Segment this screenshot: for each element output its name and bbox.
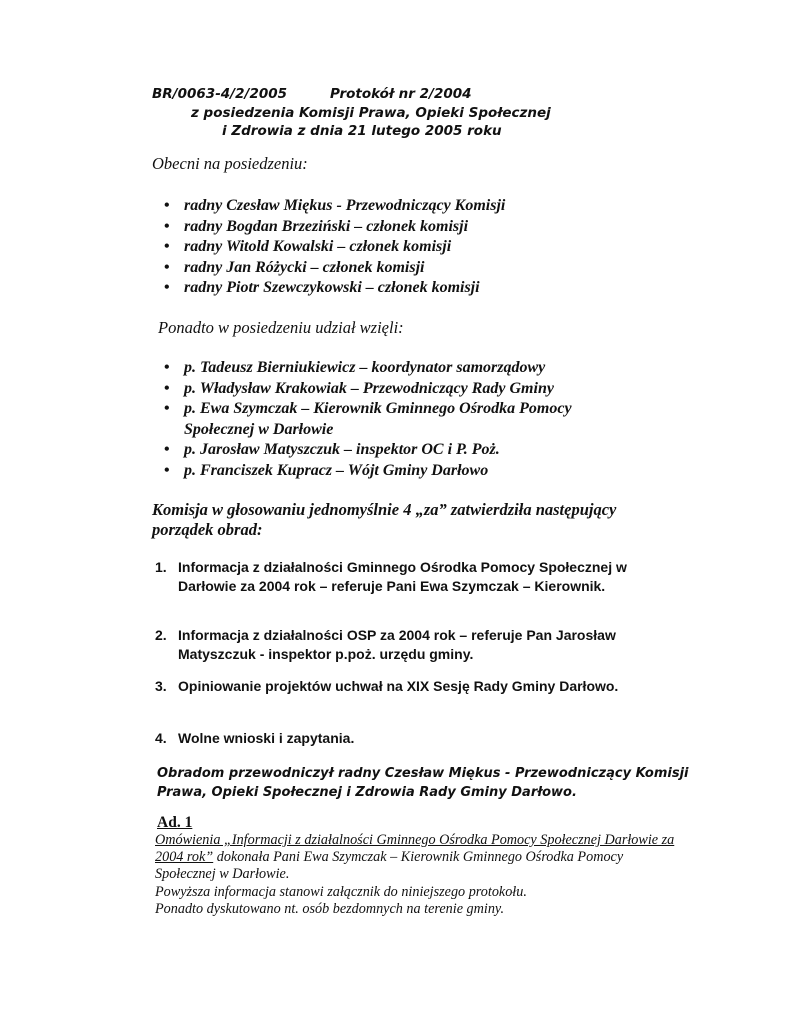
agenda-list [155,626,638,664]
agenda-item-number: 3. [155,678,167,694]
document-reference: BR/0063-4/2/2005 [152,86,288,102]
protocol-number: Protokół nr 2/2004 [330,86,472,102]
agenda-item-number: 1. [155,559,167,575]
list-item: • p. Tadeusz Bierniukiewicz – koordynator samorządowy [162,358,624,379]
agenda-list [155,558,673,596]
chair-statement: Obradom przewodniczył radny Czesław Miękus - Przewodniczący Komisji Prawa, Opieki Społecznej i Zdrowia Rady Gminy Darłowo. [157,766,689,800]
ad-1-text [155,832,685,918]
list-item: • radny Jan Różycki – członek komisji [162,258,505,279]
agenda-item [155,729,678,748]
header-line-2: z posiedzenia Komisji Prawa, Opieki Społecznej [191,105,551,121]
agenda-item-number: 4. [155,730,167,746]
agenda-item [155,626,638,664]
ad-1-heading: Ad. 1 [157,814,193,831]
ad-1-line-2: Powyższa informacja stanowi załącznik do niniejszego protokołu. [155,883,527,900]
agenda-item [155,677,648,696]
agenda-list [155,677,648,696]
ad-1-line-3: Ponadto dyskutowano nt. osób bezdomnych na terenie gminy. [155,900,504,917]
agenda-item-text: Opiniowanie projektów uchwał na XIX Sesję Rady Gminy Darłowo. [178,678,619,694]
agenda-item-text: Informacja z działalności OSP za 2004 rok – referuje Pan Jarosław Matyszczuk - inspektor p.poż. urzędu gminy. [178,627,616,662]
agenda-list [155,729,678,748]
list-item: • p. Franciszek Kupracz – Wójt Gminy Darłowo [162,461,624,482]
ad-1-underlined: Omówienia „Informacji z działalności Gminnego Ośrodka Pomocy Społecznej Darłowie za 2004 rok” [155,832,675,866]
guests-list [162,358,624,481]
list-item: • radny Piotr Szewczykowski – członek komisji [162,278,505,299]
agenda-item [155,558,673,596]
list-item: • radny Bogdan Brzeziński – członek komisji [162,217,505,238]
present-heading: Obecni na posiedzeniu: [152,154,308,173]
agenda-intro: Komisja w głosowaniu jednomyślnie 4 „za” zatwierdziła następujący porządek obrad: [152,500,617,539]
agenda-item-text: Informacja z działalności Gminnego Ośrodka Pomocy Społecznej w Darłowie za 2004 rok – referuje Pani Ewa Szymczak – Kierownik. [178,559,627,594]
guests-heading: Ponadto w posiedzeniu udział wzięli: [158,318,404,337]
ad-1-rest: dokonała Pani Ewa Szymczak – Kierownik Gminnego Ośrodka Pomocy Społecznej w Darłowie. [155,849,624,883]
agenda-item-text: Wolne wnioski i zapytania. [178,730,355,746]
agenda-item-number: 2. [155,627,167,643]
list-item: • radny Witold Kowalski – członek komisji [162,237,505,258]
list-item: • p. Ewa Szymczak – Kierownik Gminnego Ośrodka Pomocy Społecznej w Darłowie [162,399,624,440]
header-line-3: i Zdrowia z dnia 21 lutego 2005 roku [222,123,502,139]
list-item: • p. Jarosław Matyszczuk – inspektor OC i P. Poż. [162,440,624,461]
list-item: • radny Czesław Miękus - Przewodniczący Komisji [162,196,505,217]
list-item: • p. Władysław Krakowiak – Przewodniczący Rady Gminy [162,379,624,400]
present-members-list [162,196,505,299]
